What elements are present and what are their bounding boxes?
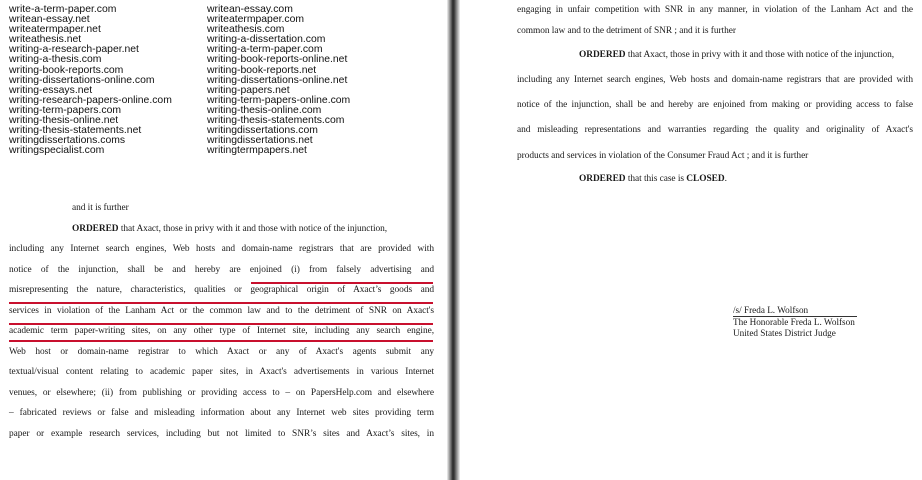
paragraph-line: engaging in unfair competition with SNR in any manner, in violation of the Lanham Act and the [517, 5, 913, 15]
highlight-underline [9, 302, 433, 304]
domain-item: writing-a-thesis.com [9, 54, 102, 66]
domain-item: writing-a-dissertation.com [207, 34, 326, 46]
domain-item: writing-dissertations-online.net [207, 74, 348, 86]
domain-item: writing-book-reports.net [207, 64, 317, 76]
domain-item: writing-thesis-online.com [207, 104, 322, 116]
paragraph-line: products and services in violation of the Consumer Fraud Act ; and it is further [517, 151, 809, 161]
paragraph-line: ORDERED that Axact, those in privy with it and those with notice of the injunction, [72, 224, 388, 234]
closed-word: CLOSED [686, 174, 725, 184]
paragraph-line: including any Internet search engines, Web hosts and domain-name registrars that are provided with [9, 244, 434, 254]
domain-item: writing-thesis-statements.net [9, 125, 142, 137]
ordered-heading: ORDERED [579, 50, 626, 60]
paragraph-line: – fabricated reviews or false and misleading information about any Internet web sites providing term [9, 408, 434, 418]
domain-item: writingdissertations.coms [9, 135, 126, 147]
ordered-heading: ORDERED [579, 174, 626, 184]
domain-item: writingdissertations.com [207, 125, 318, 137]
domain-item: writing-dissertations-online.com [9, 74, 155, 86]
domain-item: writing-term-papers-online.com [207, 94, 351, 106]
paragraph-line: common law and to the detriment of SNR ; and it is further [517, 26, 736, 36]
domain-list-column-2 [207, 5, 350, 156]
paragraph-line: venues, or elsewhere; (ii) from publishing or providing access to – on PapersHelp.com and elsewhere [9, 388, 434, 398]
domain-list-column-1 [9, 5, 172, 156]
domain-item: writingtermpapers.net [207, 145, 307, 157]
domain-item: writean-essay.net [9, 14, 90, 26]
domain-item: writing-a-term-paper.com [207, 44, 323, 56]
judge-name: The Honorable Freda L. Wolfson [733, 316, 855, 327]
paragraph-line: misrepresenting the nature, characteristics, qualities or geographical origin of Axact’s goods and [9, 285, 434, 295]
highlight-underline [9, 340, 433, 342]
document-page-left [0, 0, 447, 480]
domain-item: writing-a-research-paper.net [9, 44, 139, 56]
domain-item: writingspecialist.com [9, 145, 105, 157]
signature-line: /s/ Freda L. Wolfson [733, 305, 857, 317]
document-page-right [460, 0, 922, 480]
paragraph-line: paper or example research services, including but not limited to SNR’s sites and Axact’s sites, in [9, 429, 434, 439]
paragraph-line: notice of the injunction, shall be and hereby are enjoined from making or providing access to false [517, 100, 913, 110]
paragraph-line: ORDERED that Axact, those in privy with it and those with notice of the injunction, [579, 50, 895, 60]
highlight-underline [9, 323, 433, 325]
domain-item: writing-thesis-online.net [9, 115, 119, 127]
paragraph-line: services in violation of the Lanham Act or the common law and to the detriment of SNR on Axact's [9, 306, 434, 316]
domain-item: writing-essays.net [9, 84, 93, 96]
domain-item: writing-book-reports-online.net [207, 54, 348, 66]
and-further-text: and it is further [72, 203, 129, 213]
judge-signature-block [733, 305, 857, 338]
paragraph-line: academic term paper-writing sites, on any other type of Internet site, including any search engine, [9, 326, 434, 336]
domain-item: write-a-term-paper.com [9, 4, 117, 15]
domain-item: writing-papers.net [207, 84, 290, 96]
domain-item: writeathesis.net [9, 34, 82, 46]
domain-item: writeatermpaper.com [207, 14, 305, 26]
paragraph-line: including any Internet search engines, Web hosts and domain-name registrars that are provided with [517, 75, 913, 85]
domain-item: writing-term-papers.com [9, 104, 122, 116]
page-spread-gutter [447, 0, 460, 480]
highlight-underline [251, 282, 433, 284]
domain-item: writeathesis.com [207, 24, 285, 36]
paragraph-line: and misleading representations and warranties regarding the quality and originality of Axact's [517, 125, 913, 135]
closing-order-line: ORDERED that this case is CLOSED. [579, 174, 727, 184]
domain-item: writean-essay.com [207, 4, 293, 15]
domain-item: writing-thesis-statements.com [207, 115, 345, 127]
paragraph-line: textual/visual content relating to academic paper sites, in Axact's advertisements in various Internet [9, 367, 434, 377]
domain-item: writingdissertations.net [207, 135, 313, 147]
judge-title: United States District Judge [733, 327, 836, 338]
ordered-heading: ORDERED [72, 224, 119, 234]
domain-item: writing-research-papers-online.com [9, 94, 172, 106]
paragraph-line: notice of the injunction, shall be and hereby are enjoined (i) from falsely advertising and [9, 265, 434, 275]
domain-item: writeatermpaper.net [9, 24, 101, 36]
paragraph-line: Web host or domain-name registrar to which Axact or any of Axact's agents submit any [9, 347, 434, 357]
domain-item: writing-book-reports.com [9, 64, 124, 76]
